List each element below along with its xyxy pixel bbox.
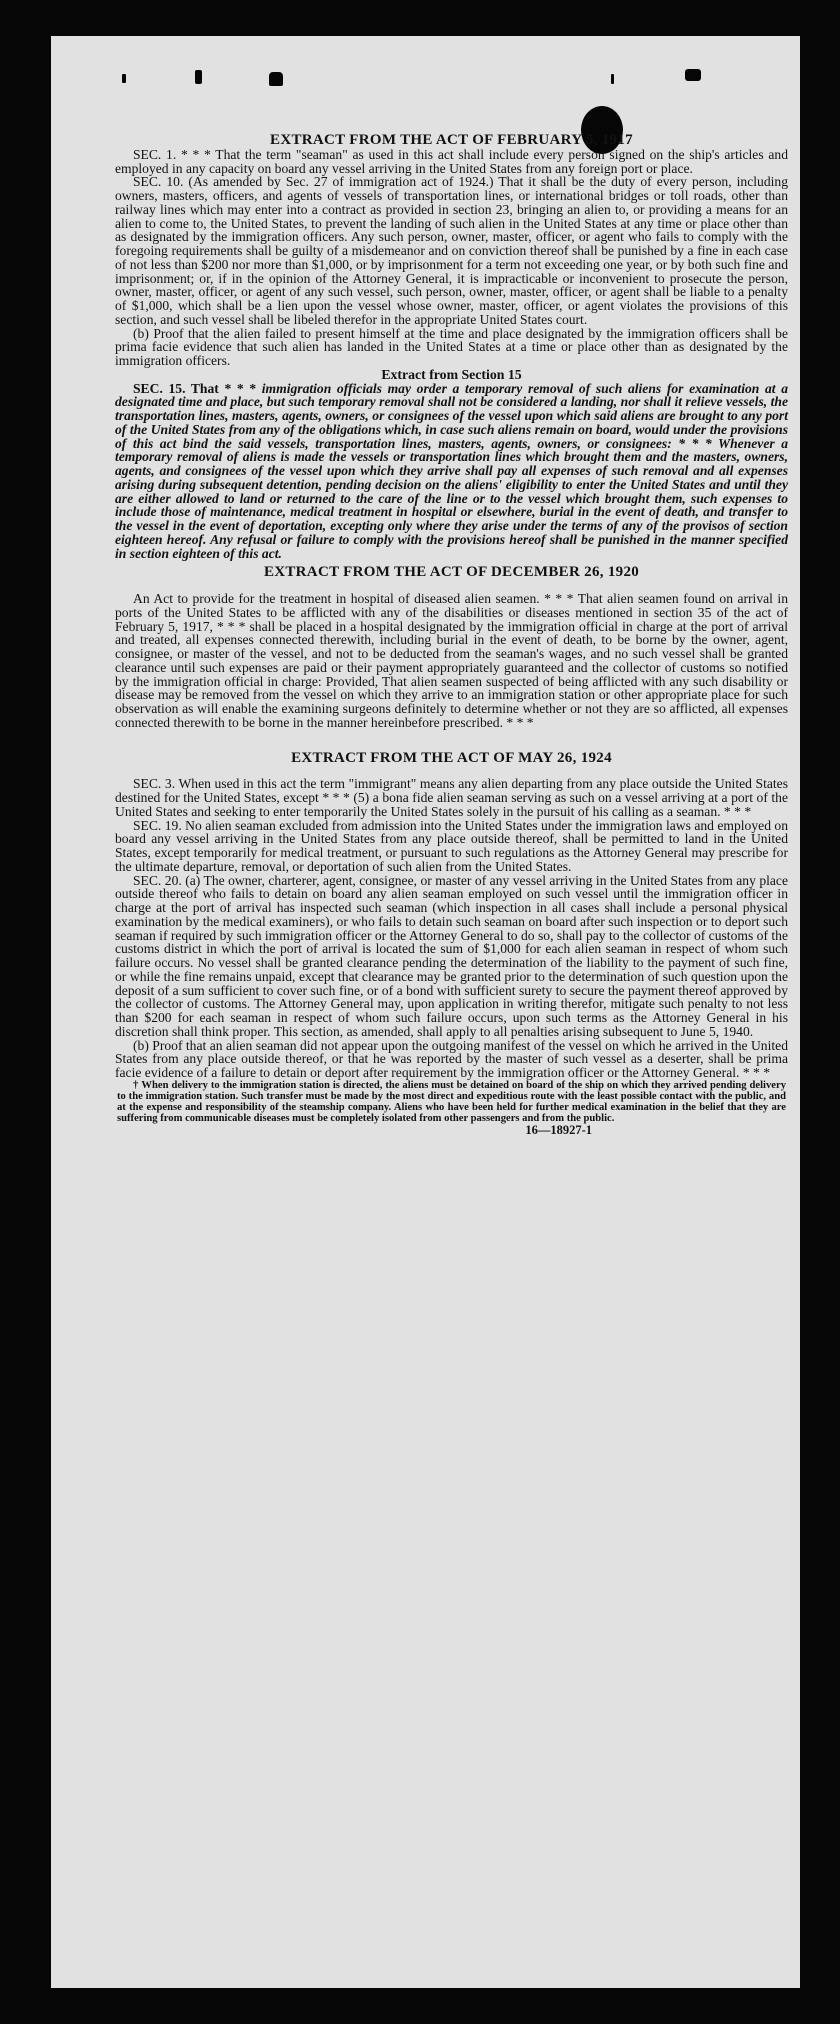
act-1917-sec-10-b: (b) Proof that the alien failed to present himself at the time and place designated by the immigration officers shall be prima facie evidence that such alien has landed in the United States at a time or place other than as designated by the immigration officers. [115,325,788,368]
punch-hole-mark [611,74,614,84]
act-1924-sec-3: SEC. 3. When used in this act the term "immigrant" means any alien departing from any place outside the United States destined for the United States, except * * * (5) a bona fide alien seaman serving as such on a vessel arriving at a port of the United States and seeking to enter temporarily the United States solely in the pursuit of his calling as a seaman. * * * [115,776,788,819]
act-1924-sec-20-b: (b) Proof that an alien seaman did not appear upon the outgoing manifest of the vessel on which he arrived in the United States from any place outside thereof, or that he was reported by the master of such vessel as a deserter, shall be prima facie evidence of a failure to detain or deport after requirement by the immigration officer or the Attorney General. * * * [115,1037,788,1080]
section-15-text [115,382,788,561]
act-1924-sec-20-a: SEC. 20. (a) The owner, charterer, agent, consignee, or master of any vessel arriving in the United States from any place outside thereof who fails to detain on board any alien seaman employed on such vessel until the immigration officer in charge at the port of arrival has inspected such seaman (which inspection in all cases shall include a personal physical examination by the medical examiners), or who fails to detain such seaman on board after such inspection or to deport such seaman if required by such immigration officer or the Attorney General to do so, shall pay to the collector of customs of the customs district in which the port of arrival is located the sum of $1,000 for each alien seaman in respect of whom such failure occurs. No vessel shall be granted clearance pending the determination of the liability to the payment of such fine, or while the fine remains unpaid, except that clearance may be granted prior to the determination of such question upon the deposit of a sum sufficient to cover such fine, or of a bond with sufficient surety to secure the payment thereof approved by the collector of customs. The Attorney General may, upon application in writing therefor, mitigate such penalty to not less than $200 for each seaman in respect of whom such failure occurs, upon such terms as the Attorney General in his discretion shall think proper. This section, as amended, shall apply to all penalties arising subsequent to June 5, 1940. [115,872,788,1039]
footnote: † When delivery to the immigration station is directed, the aliens must be detained on board of the ship on which they arrived pending delivery to the immigration station. Such transfer must be made by the most direct and expeditious route with the least possible contact with the public, and at the expense and responsibility of the steamship company. Aliens who have been held for further medical examination in the belief that they are suffering from communicable diseases must be completely isolated from other passengers and from the public. [117,1079,786,1125]
section-15-body: immigration officials may order a temporary removal of such aliens for examination at a designated time and place, but such temporary removal shall not be considered a landing, nor shall it relieve vessels, the transportation lines, masters, agents, owners, or consignees of the vessel upon which said aliens are brought to any port of the United States from any of the obligations which, in case such aliens remain on board, would under the provisions of this act bind the said vessels, transportation lines, masters, agents, owners, or consignees: * * * Whenever a temporary removal of aliens is made the vessels or transportation lines which brought them and the masters, owners, agents, and consignees of the vessel upon which they arrive shall pay all expenses of such removal and all expenses arising during subsequent detention, pending decision on the aliens' eligibility to enter the United States and until they are either allowed to land or returned to the care of the line or to the vessel which brought them, such expenses to include those of maintenance, medical treatment in hospital or elsewhere, burial in the event of death, and transfer to the vessel in the event of deportation, excepting only where they arise under the terms of any of the provisos of section eighteen hereof. Any refusal or failure to comply with the provisions hereof shall be punished in the manner specified in section eighteen of this act. [115,380,788,561]
section-15-lead: SEC. 15. That * * * [133,380,257,396]
heading-section-15: Extract from Section 15 [381,366,522,382]
act-1920-text: An Act to provide for the treatment in hospital of diseased alien seamen. * * * That alien seamen found on arrival in ports of the United States to be afflicted with any of the disabilities or diseases mentioned in section 35 of the act of February 5, 1917, * * * shall be placed in a hospital designated by the immigration official in charge at the port of arrival and treated, all expenses connected therewith, including burial in the event of death, to be borne by the owner, agent, consignee, or master of the vessel, and not to be deducted from the seaman's wages, and no such vessel shall be granted clearance until such expenses are paid or their payment appropriately guaranteed and the collector of customs so notified by the immigration official in charge: Provided, That alien seamen suspected of being afflicted with any such disability or disease may be removed from the vessel on which they arrive to an immigration station or other appropriate place for such observation as will enable the examining surgeons definitely to determine whether or not they are so afflicted, all expenses connected therewith to be borne in the manner hereinbefore prescribed. * * * [115,591,788,730]
punch-hole-mark [122,74,126,83]
heading-act-1917: EXTRACT FROM THE ACT OF FEBRUARY 5, 1917 [270,132,633,148]
heading-act-1924: EXTRACT FROM THE ACT OF MAY 26, 1924 [291,749,612,766]
document-text [115,134,788,1138]
heading-act-1920: EXTRACT FROM THE ACT OF DECEMBER 26, 1920 [263,564,640,581]
act-1917-sec-10: SEC. 10. (As amended by Sec. 27 of immigration act of 1924.) That it shall be the duty of every person, including owners, masters, officers, and agents of vessels of transportation lines, or international bridges or toll roads, other than railway lines which may enter into a contract as provided in section 23, bringing an alien to, or providing a means for an alien to come to, the United States, to prevent the landing of such alien in the United States at any time or place other than as designated by the immigration officers. Any such person, owner, master, officer, or agent who fails to comply with the foregoing requirements shall be guilty of a misdemeanor and on conviction thereof shall be punished by a fine in each case of not less than $200 nor more than $1,000, or by imprisonment for a term not exceeding one year, or by both such fine and imprisonment; or, if in the opinion of the Attorney General, it is impracticable or inconvenient to prosecute the person, owner, master, officer, or agent of any such vessel, such person, owner, master, officer, or agent shall be liable to a penalty of $1,000, which shall be a lien upon the vessel whose owner, master, officer, or agent violates the provisions of this section, and such vessel shall be libeled therefor in the appropriate United States court. [115,174,788,327]
document-page [51,36,800,1988]
act-1924-sec-19: SEC. 19. No alien seaman excluded from admission into the United States under the immigration laws and employed on board any vessel arriving in the United States from any place outside thereof, shall be permitted to land in the United States, except temporarily for medical treatment, or pursuant to such regulations as the Attorney General may prescribe for the ultimate departure, removal, or deportation of such alien from the United States. [115,817,788,874]
punch-hole-mark [195,70,202,84]
punch-hole-mark [269,72,283,86]
act-1917-sec-1: SEC. 1. * * * That the term "seaman" as used in this act shall include every person signed on the ship's articles and employed in any capacity on board any vessel arriving in the United States from any foreign port or place. [115,146,788,176]
punch-hole-mark [685,69,701,81]
document-number: 16—18927-1 [525,1123,592,1138]
